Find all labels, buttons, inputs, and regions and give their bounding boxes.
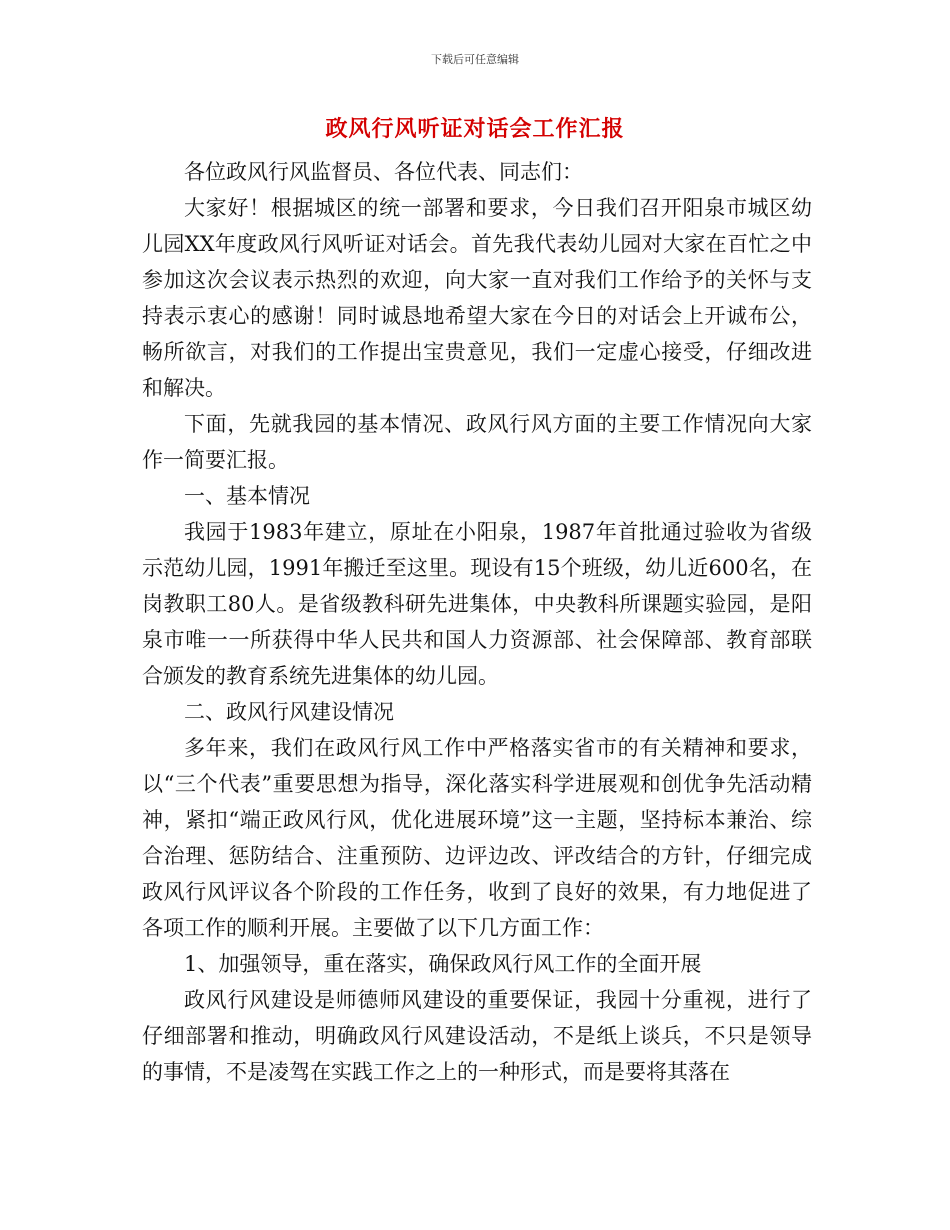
paragraph-basic-info: 我园于1983年建立，原址在小阳泉，1987年首批通过验收为省级示范幼儿园，1991年搬迁至这里。现设有15个班级，幼儿近600名，在岗教职工80人。是省级教科研先进集体，中央教科所课题实验园，是阳泉市唯一一所获得中华人民共和国人力资源部、社会保障部、教育部联合颁发的教育系统先进集体的幼儿园。 xyxy=(142,520,812,688)
paragraph-opening: 大家好！根据城区的统一部署和要求，今日我们召开阳泉市城区幼儿园XX年度政风行风听证对话会。首先我代表幼儿园对大家在百忙之中参加这次会议表示热烈的欢迎，向大家一直对我们工作给予的关怀与支持表示衷心的感谢！同时诚恳地希望大家在今日的对话会上开诚布公，畅所欲言，对我们的工作提出宝贵意见，我们一定虚心接受，仔细改进和解决。 xyxy=(142,196,812,400)
page-header: 下载后可任意编辑 xyxy=(431,53,519,66)
paragraph-construction: 多年来，我们在政风行风工作中严格落实省市的有关精神和要求，以“三个代表”重要思想为指导，深化落实科学进展观和创优争先活动精神，紧扣“端正政风行风，优化进展环境”这一主题，坚持标本兼治、综合治理、惩防结合、注重预防、边评边改、评改结合的方针，仔细完成政风行风评议各个阶段的工作任务，收到了良好的效果，有力地促进了各项工作的顺利开展。主要做了以下几方面工作： xyxy=(142,736,812,940)
section-heading-construction: 二、政风行风建设情况 xyxy=(184,700,394,724)
paragraph-leadership: 政风行风建设是师德师风建设的重要保证，我园十分重视，进行了仔细部署和推动，明确政风行风建设活动，不是纸上谈兵，不只是领导的事情，不是凌驾在实践工作之上的一种形式，而是要将其落在 xyxy=(142,988,812,1084)
paragraph-intro: 下面，先就我园的基本情况、政风行风方面的主要工作情况向大家作一简要汇报。 xyxy=(142,412,812,472)
document-title: 政风行风听证对话会工作汇报 xyxy=(325,116,625,142)
subsection-heading-leadership: 1、加强领导，重在落实，确保政风行风工作的全面开展 xyxy=(184,952,702,976)
section-heading-basic: 一、基本情况 xyxy=(184,484,310,508)
document-body xyxy=(142,154,812,1090)
paragraph-salutation: 各位政风行风监督员、各位代表、同志们： xyxy=(184,160,583,184)
